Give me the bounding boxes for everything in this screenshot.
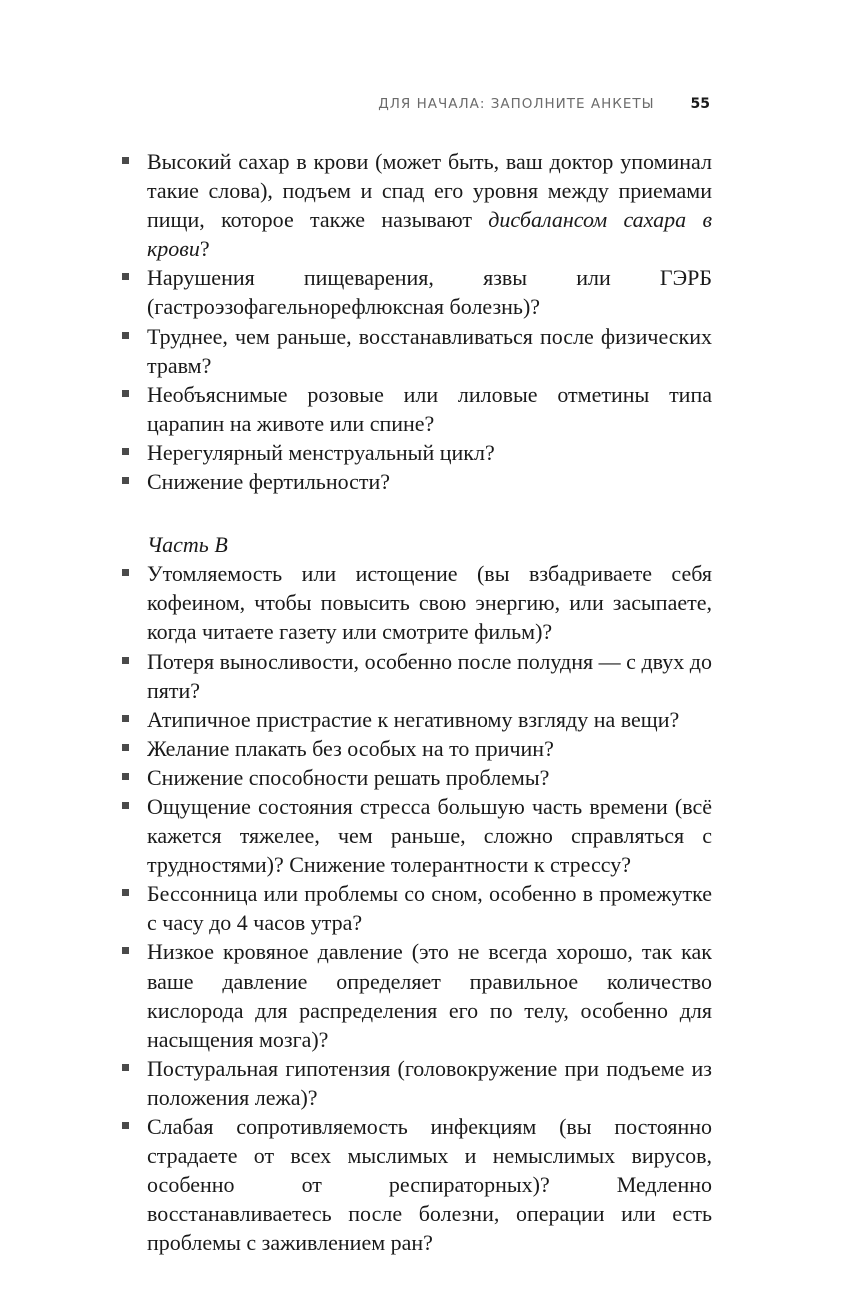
list-item: [120, 1054, 712, 1112]
square-bullet-icon: [122, 157, 129, 164]
list-item-text: Желание плакать без особых на то причин?: [147, 735, 554, 761]
page-body: [120, 147, 712, 1257]
list-item: [120, 380, 712, 438]
list-item-text: Низкое кровяное давление (это не всегда хорошо, так как ваше давление определяет правильное количество кислорода для распределения его по телу, особенно для насыщения мозга)?: [147, 939, 712, 1052]
square-bullet-icon: [122, 657, 129, 664]
square-bullet-icon: [122, 1064, 129, 1071]
square-bullet-icon: [122, 448, 129, 455]
square-bullet-icon: [122, 1122, 129, 1129]
list-item: [120, 879, 712, 937]
square-bullet-icon: [122, 802, 129, 809]
list-item: [120, 147, 712, 263]
square-bullet-icon: [122, 477, 129, 484]
symptom-list-part-a: [120, 147, 712, 496]
emphasized-term: дисбалансом сахара в крови: [147, 207, 712, 262]
page-number: 55: [690, 96, 710, 112]
list-item-text: Постуральная гипотензия (головокружение при подъеме из положения лежа)?: [147, 1055, 712, 1110]
list-item-text: Нерегулярный менструальный цикл?: [147, 439, 495, 465]
symptom-list-part-b: [120, 559, 712, 1257]
square-bullet-icon: [122, 273, 129, 280]
list-item-text: Атипичное пристрастие к негативному взгляду на вещи?: [147, 706, 680, 732]
list-item-text: Утомляемость или истощение (вы взбадриваете себя кофеином, чтобы повысить свою энергию, или засыпаете, когда читаете газету или смотрите фильм)?: [147, 561, 712, 645]
list-item: [120, 467, 712, 496]
list-item-text: Бессонница или проблемы со сном, особенно в промежутке с часу до 4 часов утра?: [147, 881, 712, 936]
list-item: [120, 937, 712, 1053]
list-item: [120, 705, 712, 734]
list-item-text: Необъяснимые розовые или лиловые отметины типа царапин на животе или спине?: [147, 381, 712, 436]
section-heading-part-b: Часть B: [147, 532, 228, 558]
running-title: ДЛЯ НАЧАЛА: ЗАПОЛНИТЕ АНКЕТЫ: [378, 96, 655, 112]
list-item: [120, 263, 712, 321]
list-item: [120, 322, 712, 380]
list-item-text: Потеря выносливости, особенно после полудня — с двух до пяти?: [147, 648, 712, 703]
square-bullet-icon: [122, 773, 129, 780]
list-item-text: Снижение способности решать проблемы?: [147, 764, 550, 790]
square-bullet-icon: [122, 390, 129, 397]
list-item: [120, 1112, 712, 1257]
square-bullet-icon: [122, 569, 129, 576]
list-item: [120, 763, 712, 792]
square-bullet-icon: [122, 889, 129, 896]
list-item: [120, 559, 712, 646]
list-item-text: Слабая сопротивляемость инфекциям (вы постоянно страдаете от всех мыслимых и немыслимых вирусов, особенно от респираторных)? Медленно восстанавливаетесь после болезни, операции или есть проблемы с заживлением ран?: [147, 1114, 712, 1256]
list-item: [120, 438, 712, 467]
running-header: [120, 96, 710, 120]
square-bullet-icon: [122, 744, 129, 751]
square-bullet-icon: [122, 947, 129, 954]
list-item-text: Высокий сахар в крови (может быть, ваш доктор упоминал такие слова), подъем и спад его уровня между приемами пищи, которое также называют дисбалансом сахара в крови?: [147, 149, 712, 262]
list-item: [120, 792, 712, 879]
list-item-text: Труднее, чем раньше, восстанавливаться после физических травм?: [147, 323, 712, 378]
list-item-text: Нарушения пищеварения, язвы или ГЭРБ (гастроэзофагельнорефлюксная болезнь)?: [147, 265, 712, 320]
list-item-text: Снижение фертильности?: [147, 469, 391, 495]
list-item: [120, 734, 712, 763]
square-bullet-icon: [122, 332, 129, 339]
list-item-text: Ощущение состояния стресса большую часть времени (всё кажется тяжелее, чем раньше, сложно справляться с трудностями)? Снижение толерантности к стрессу?: [147, 793, 712, 878]
square-bullet-icon: [122, 715, 129, 722]
list-item: [120, 647, 712, 705]
